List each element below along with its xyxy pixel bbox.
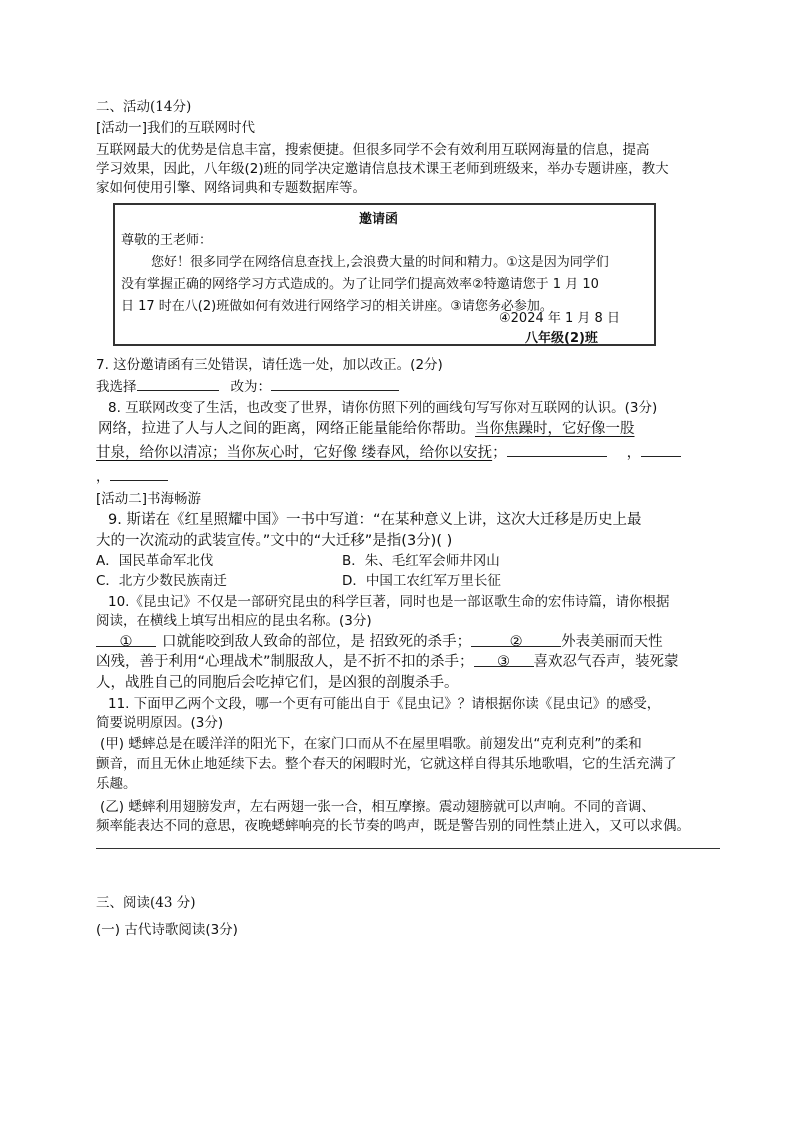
q8-text: 8. 互联网改变了生活，也改变了世界，请你仿照下列的画线句写写你对互联网的认识。(3分) <box>108 400 658 416</box>
q10-line-2: 阅读，在横线上填写出相应的昆虫名称。(3分) <box>96 613 372 629</box>
q9-line-2: 大的一次流动的武装宣传。”文中的“大迁移”是指(3分)( ) <box>96 533 453 549</box>
q10-blank-1-marker: ① <box>119 634 133 650</box>
q8-line-3 <box>96 466 168 487</box>
activity1-title: [活动一]我们的互联网时代 <box>96 120 256 136</box>
q9-option-c: C．北方少数民族南迁 <box>96 573 227 589</box>
q10-blank-3[interactable] <box>474 652 534 670</box>
q8-blank-3[interactable] <box>110 466 168 481</box>
q10-blank-2-marker: ② <box>509 634 523 650</box>
q8-line-1 <box>98 419 635 439</box>
q11-yi-line-2: 频率能表达不同的意思，夜晚蟋蟀响亮的长节奏的鸣声，既是警告别的同性禁止进入，又可以求偶。 <box>96 818 690 834</box>
activity2-title: [活动二]书海畅游 <box>96 491 202 507</box>
q9-option-a: A．国民革命军北伐 <box>96 553 214 569</box>
invitation-letter-box <box>113 203 656 346</box>
q9-option-b: B．朱、毛红军会师井冈山 <box>342 553 500 569</box>
q11-jia-line-2: 颤音，而且无休止地延续下去。整个春天的闲暇时光，它就这样自得其乐地歌唱，它的生活充满了 <box>96 756 677 772</box>
letter-salutation: 尊敬的王老师： <box>121 233 213 248</box>
q8-line2-underlined: 甘泉，给你以清凉；当你灰心时，它好像 缕春风，给你以安抚 <box>96 445 493 461</box>
section3-sub1: (一) 古代诗歌阅读(3分) <box>96 922 238 938</box>
q9-option-d: D．中国工农红军万里长征 <box>342 573 501 589</box>
q11-yi-line-1: (乙) 蟋蟀利用翅膀发声，左右两翅一张一合，相互摩擦。震动翅膀就可以声响。不同的音调、 <box>100 799 655 815</box>
q7-choose-blank[interactable] <box>137 376 219 391</box>
q8-line2-tail: ； <box>492 445 507 461</box>
intro-line-2: 学习效果，因此，八年级(2)班的同学决定邀请信息技术课王老师到班级来，举办专题讲座，教大 <box>96 161 669 177</box>
q10-line-5: 人，战胜自己的同胞后会吃掉它们，是凶狠的剖腹杀手。 <box>96 675 459 691</box>
q10-line4-tail: 喜欢忍气吞声，装死蒙 <box>533 654 679 670</box>
q8-blank-1[interactable] <box>507 442 607 457</box>
intro-line-1: 互联网最大的优势是信息丰富，搜索便捷。但很多同学不会有效利用互联网海量的信息，提高 <box>96 142 650 158</box>
section-heading: 二、活动(14分) <box>96 99 192 115</box>
q10-line3-text: 口就能咬到敌人致命的部位，是 招致死的杀手； <box>162 634 472 650</box>
q8-blank-2[interactable] <box>641 442 681 457</box>
q11-jia-line-3: 乐趣。 <box>96 776 137 792</box>
q11-jia-line-1: (甲) 蟋蟀总是在暖洋洋的阳光下，在家门口而从不在屋里唱歌。前翅发出“克利克利”的柔和 <box>100 736 642 752</box>
answer-line[interactable] <box>96 848 720 849</box>
q7-change-label: 改为： <box>230 379 271 395</box>
q8-line-2 <box>96 442 681 463</box>
q8-line1-plain: 网络，拉进了人与人之间的距离，网络正能量能给你帮助。 <box>98 421 475 437</box>
letter-body-line-3: 日 17 时在八(2)班做如何有效进行网络学习的相关讲座。③请您务必参加。 <box>121 299 553 314</box>
q10-line3-tail: 外表美丽而天性 <box>561 634 663 650</box>
letter-signature: 八年级(2)班 <box>525 331 598 346</box>
letter-body-line-2: 没有掌握正确的网络学习方式造成的。为了让同学们提高效率②特邀请您于 1 月 10 <box>121 277 599 292</box>
q10-line4-text: 凶残，善于利用“心理战术”制服敌人，是不折不扣的杀手； <box>96 654 474 670</box>
letter-title: 邀请函 <box>359 212 399 227</box>
q10-blank-1[interactable] <box>96 632 156 650</box>
q10-line-3 <box>96 632 663 652</box>
q7-choose-label: 我选择 <box>96 379 137 395</box>
q8-comma-2: ， <box>96 469 110 485</box>
intro-line-3: 家如何使用引擎、网络词典和专题数据库等。 <box>96 180 366 196</box>
letter-date: ④2024 年 1 月 8 日 <box>499 311 620 326</box>
q10-line-1: 10.《昆虫记》不仅是一部研究昆虫的科学巨著，同时也是一部讴歌生命的宏伟诗篇，请你根据 <box>108 594 670 610</box>
q7-answer-line <box>96 376 399 397</box>
q10-blank-2[interactable] <box>471 632 561 650</box>
q7-text: 7. 这份邀请函有三处错误，请任选一处，加以改正。(2分) <box>96 357 443 373</box>
q7-change-blank[interactable] <box>271 376 399 391</box>
q8-line1-underlined: 当你焦躁时，它好像一股 <box>475 421 635 437</box>
q11-line-2: 简要说明原因。(3分) <box>96 715 224 731</box>
q8-comma: ， <box>626 445 642 461</box>
q10-line-4 <box>96 652 679 672</box>
q11-line-1: 11. 下面甲乙两个文段，哪一个更有可能出自于《昆虫记》？请根据你读《昆虫记》的感受， <box>108 696 661 712</box>
letter-body-line-1: 您好！很多同学在网络信息查找上,会浪费大量的时间和精力。①这是因为同学们 <box>151 255 609 270</box>
q9-line-1: 9. 斯诺在《红星照耀中国》一书中写道：“在某种意义上讲，这次大迁移是历史上最 <box>108 512 642 528</box>
section3-heading: 三、阅读(43 分) <box>96 895 196 911</box>
q10-blank-3-marker: ③ <box>497 654 511 670</box>
